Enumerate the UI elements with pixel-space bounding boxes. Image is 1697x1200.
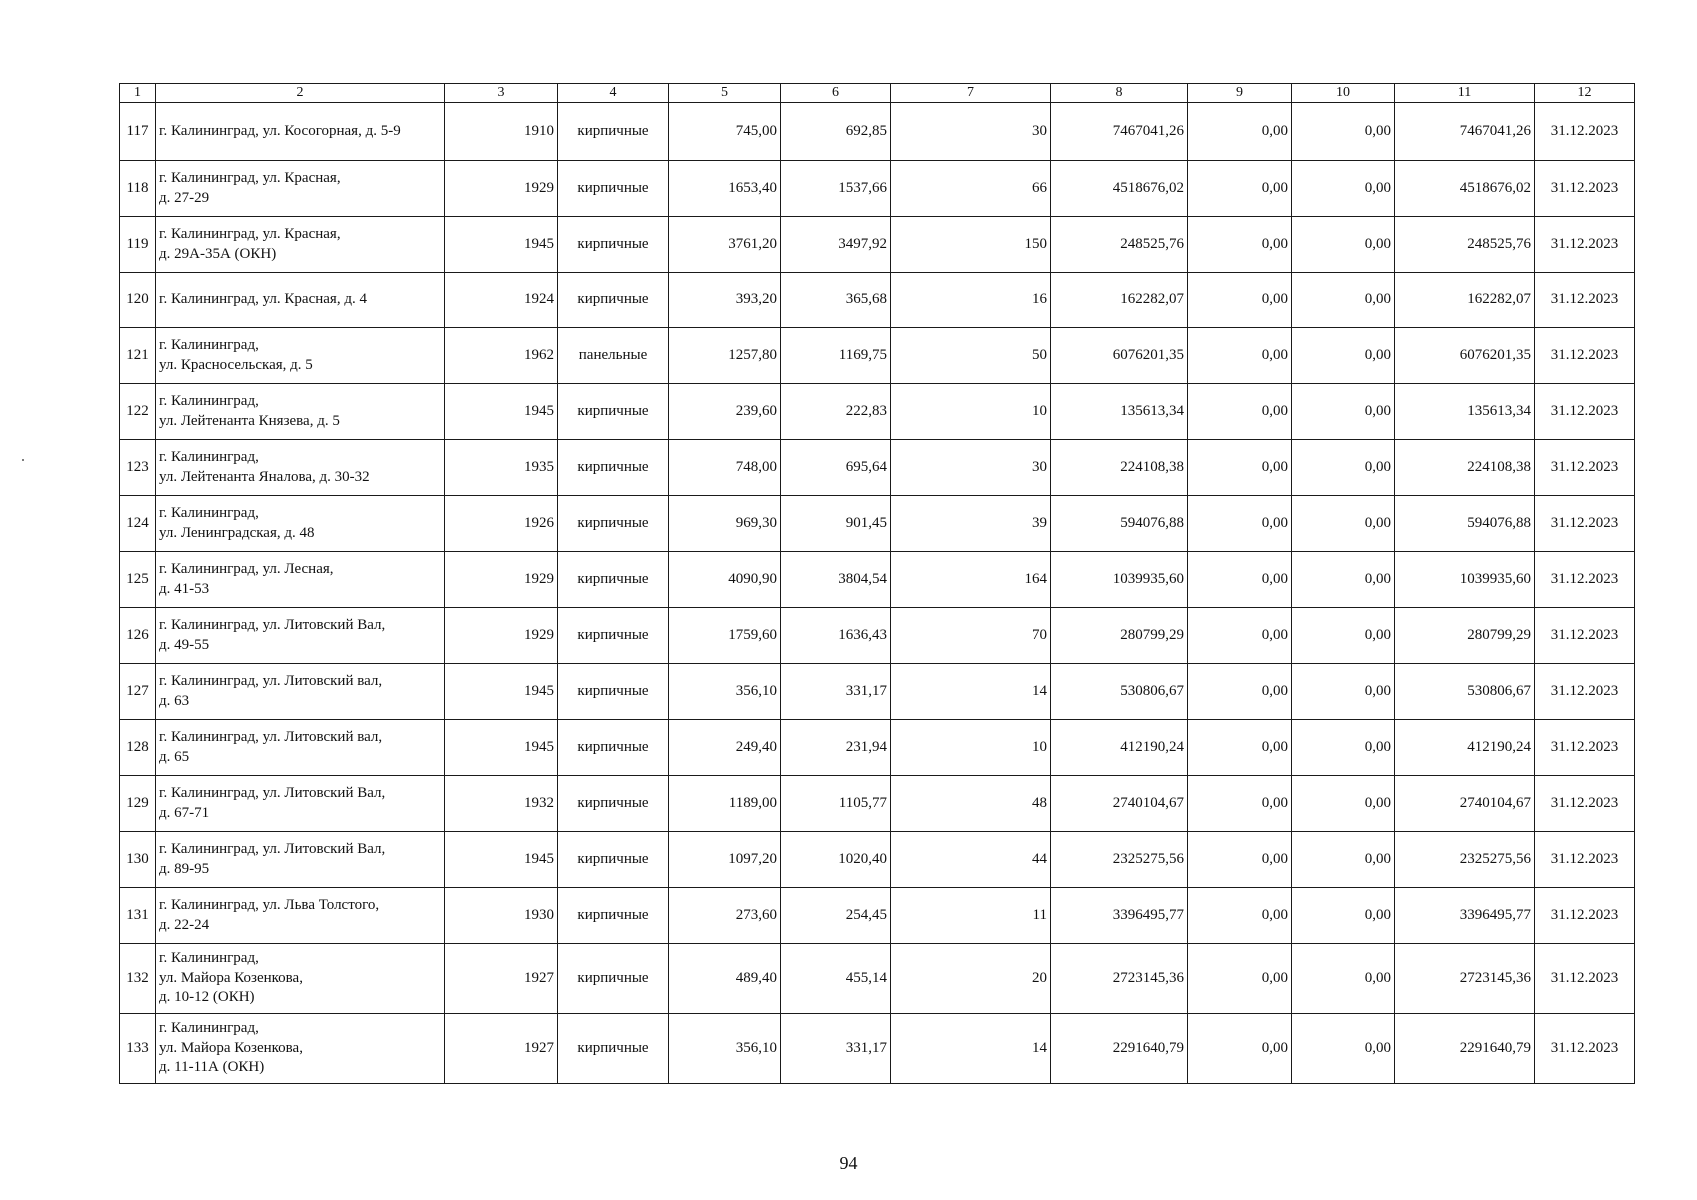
cell-address [156,888,445,944]
cell-address [156,440,445,496]
address-line: д. 11-11А (ОКН) [159,1059,265,1076]
cell-date: 31.12.2023 [1535,552,1635,608]
cell-col-10: 0,00 [1292,720,1395,776]
address-line: г. Калининград, ул. Красная, [159,170,341,186]
cell-row-number: 124 [120,496,156,552]
cell-col-7: 20 [891,944,1051,1014]
cell-col-8: 280799,29 [1051,608,1188,664]
cell-col-6: 1020,40 [781,832,891,888]
cell-col-5: 3761,20 [669,217,781,273]
cell-col-11: 2325275,56 [1395,832,1535,888]
cell-col-9: 0,00 [1188,496,1292,552]
column-number: 8 [1051,84,1188,103]
cell-row-number: 127 [120,664,156,720]
cell-col-11: 280799,29 [1395,608,1535,664]
cell-col-8: 530806,67 [1051,664,1188,720]
cell-wall-material: панельные [558,328,669,384]
cell-col-6: 1636,43 [781,608,891,664]
address-line: д. 22-24 [159,916,210,933]
cell-col-5: 1189,00 [669,776,781,832]
address-line: г. Калининград, [159,1020,259,1037]
cell-col-6: 222,83 [781,384,891,440]
cell-address [156,384,445,440]
cell-wall-material: кирпичные [558,608,669,664]
table-row [120,720,1635,776]
cell-col-6: 1105,77 [781,776,891,832]
cell-wall-material: кирпичные [558,161,669,217]
cell-col-8: 412190,24 [1051,720,1188,776]
table-row [120,1014,1635,1084]
address-line: д. 41-53 [159,580,210,597]
cell-col-7: 11 [891,888,1051,944]
cell-col-11: 2291640,79 [1395,1014,1535,1084]
cell-wall-material: кирпичные [558,217,669,273]
cell-col-5: 356,10 [669,1014,781,1084]
cell-col-11: 248525,76 [1395,217,1535,273]
cell-col-8: 2291640,79 [1051,1014,1188,1084]
cell-date: 31.12.2023 [1535,944,1635,1014]
cell-row-number: 126 [120,608,156,664]
cell-col-10: 0,00 [1292,161,1395,217]
cell-col-6: 231,94 [781,720,891,776]
cell-wall-material: кирпичные [558,496,669,552]
cell-col-9: 0,00 [1188,832,1292,888]
page-number: 94 [839,1153,858,1173]
table-row [120,273,1635,328]
table-row [120,103,1635,161]
cell-col-8: 6076201,35 [1051,328,1188,384]
cell-year: 1927 [445,944,558,1014]
cell-col-8: 4518676,02 [1051,161,1188,217]
column-number: 9 [1188,84,1292,103]
cell-wall-material: кирпичные [558,888,669,944]
cell-year: 1962 [445,328,558,384]
address-line: г. Калининград, [159,393,259,409]
cell-col-8: 594076,88 [1051,496,1188,552]
cell-col-5: 745,00 [669,103,781,161]
cell-row-number: 132 [120,944,156,1014]
cell-col-7: 10 [891,720,1051,776]
table-row [120,664,1635,720]
cell-col-6: 455,14 [781,944,891,1014]
cell-col-10: 0,00 [1292,552,1395,608]
address-line: г. Калининград, ул. Красная, [159,226,341,242]
cell-col-8: 7467041,26 [1051,103,1188,161]
cell-col-9: 0,00 [1188,273,1292,328]
cell-col-7: 14 [891,1014,1051,1084]
cell-col-8: 2740104,67 [1051,776,1188,832]
cell-year: 1945 [445,664,558,720]
cell-row-number: 120 [120,273,156,328]
cell-col-5: 249,40 [669,720,781,776]
cell-col-5: 1653,40 [669,161,781,217]
table-row [120,328,1635,384]
cell-year: 1924 [445,273,558,328]
cell-year: 1910 [445,103,558,161]
cell-address [156,776,445,832]
table-row [120,832,1635,888]
cell-col-10: 0,00 [1292,608,1395,664]
address-line: д. 29А-35А (ОКН) [159,245,277,262]
cell-wall-material: кирпичные [558,832,669,888]
cell-date: 31.12.2023 [1535,273,1635,328]
cell-col-11: 6076201,35 [1395,328,1535,384]
address-line: г. Калининград, ул. Лесная, [159,561,334,577]
cell-date: 31.12.2023 [1535,217,1635,273]
column-number: 6 [781,84,891,103]
cell-address [156,328,445,384]
cell-col-6: 695,64 [781,440,891,496]
address-line: д. 65 [159,748,190,765]
cell-date: 31.12.2023 [1535,720,1635,776]
cell-year: 1927 [445,1014,558,1084]
cell-col-6: 901,45 [781,496,891,552]
cell-col-10: 0,00 [1292,103,1395,161]
cell-address [156,103,445,161]
cell-wall-material: кирпичные [558,776,669,832]
table-row [120,440,1635,496]
address-line: г. Калининград, ул. Литовский Вал, [159,785,386,801]
address-line: ул. Лейтенанта Князева, д. 5 [159,412,340,429]
cell-row-number: 133 [120,1014,156,1084]
cell-col-7: 14 [891,664,1051,720]
cell-col-9: 0,00 [1188,217,1292,273]
cell-date: 31.12.2023 [1535,496,1635,552]
cell-col-7: 150 [891,217,1051,273]
cell-col-9: 0,00 [1188,608,1292,664]
cell-wall-material: кирпичные [558,440,669,496]
cell-col-9: 0,00 [1188,161,1292,217]
cell-col-9: 0,00 [1188,720,1292,776]
cell-col-6: 331,17 [781,1014,891,1084]
cell-col-10: 0,00 [1292,776,1395,832]
address-line: г. Калининград, [159,950,259,967]
cell-row-number: 129 [120,776,156,832]
cell-date: 31.12.2023 [1535,608,1635,664]
address-line: г. Калининград, [159,505,259,521]
table-row [120,217,1635,273]
cell-col-11: 224108,38 [1395,440,1535,496]
cell-col-10: 0,00 [1292,384,1395,440]
column-number: 1 [120,84,156,103]
cell-col-9: 0,00 [1188,664,1292,720]
cell-col-10: 0,00 [1292,832,1395,888]
cell-col-9: 0,00 [1188,384,1292,440]
table-body [120,103,1635,1084]
cell-date: 31.12.2023 [1535,888,1635,944]
cell-col-5: 1097,20 [669,832,781,888]
cell-col-6: 692,85 [781,103,891,161]
cell-col-5: 748,00 [669,440,781,496]
cell-col-11: 530806,67 [1395,664,1535,720]
address-line: ул. Майора Козенкова, [159,969,303,986]
cell-col-7: 16 [891,273,1051,328]
address-line: г. Калининград, ул. Льва Толстого, [159,897,380,913]
cell-col-9: 0,00 [1188,1014,1292,1084]
cell-col-8: 135613,34 [1051,384,1188,440]
table-row [120,776,1635,832]
cell-col-7: 164 [891,552,1051,608]
cell-address [156,832,445,888]
cell-col-5: 4090,90 [669,552,781,608]
cell-col-6: 365,68 [781,273,891,328]
cell-date: 31.12.2023 [1535,440,1635,496]
address-line: д. 49-55 [159,636,210,653]
cell-col-5: 1759,60 [669,608,781,664]
cell-col-7: 50 [891,328,1051,384]
housing-table [119,83,1635,1084]
cell-col-10: 0,00 [1292,1014,1395,1084]
cell-address [156,496,445,552]
cell-col-10: 0,00 [1292,664,1395,720]
scan-speck [22,459,24,461]
cell-col-6: 331,17 [781,664,891,720]
cell-col-9: 0,00 [1188,776,1292,832]
cell-address [156,552,445,608]
address-line: д. 10-12 (ОКН) [159,989,255,1006]
cell-col-11: 3396495,77 [1395,888,1535,944]
cell-year: 1945 [445,832,558,888]
column-number-row [120,84,1635,103]
column-number: 3 [445,84,558,103]
cell-col-11: 4518676,02 [1395,161,1535,217]
cell-col-8: 162282,07 [1051,273,1188,328]
cell-col-10: 0,00 [1292,496,1395,552]
cell-col-8: 1039935,60 [1051,552,1188,608]
table-row [120,496,1635,552]
cell-col-6: 3804,54 [781,552,891,608]
address-line: г. Калининград, ул. Литовский вал, [159,729,383,745]
cell-row-number: 130 [120,832,156,888]
cell-col-9: 0,00 [1188,552,1292,608]
cell-date: 31.12.2023 [1535,1014,1635,1084]
cell-date: 31.12.2023 [1535,664,1635,720]
cell-col-10: 0,00 [1292,944,1395,1014]
address-line: д. 27-29 [159,189,210,206]
cell-col-7: 44 [891,832,1051,888]
address-line: д. 89-95 [159,860,210,877]
column-number: 2 [156,84,445,103]
address-line: г. Калининград, ул. Литовский вал, [159,673,383,689]
table-row [120,888,1635,944]
cell-date: 31.12.2023 [1535,103,1635,161]
cell-col-7: 10 [891,384,1051,440]
cell-row-number: 117 [120,103,156,161]
cell-col-5: 356,10 [669,664,781,720]
cell-col-8: 224108,38 [1051,440,1188,496]
cell-col-6: 1537,66 [781,161,891,217]
cell-col-11: 2723145,36 [1395,944,1535,1014]
address-line: г. Калининград, [159,449,259,465]
cell-row-number: 119 [120,217,156,273]
cell-address [156,1014,445,1084]
cell-address [156,664,445,720]
cell-row-number: 128 [120,720,156,776]
table-row [120,608,1635,664]
cell-col-5: 489,40 [669,944,781,1014]
cell-col-11: 594076,88 [1395,496,1535,552]
cell-row-number: 131 [120,888,156,944]
cell-col-9: 0,00 [1188,944,1292,1014]
cell-col-8: 248525,76 [1051,217,1188,273]
cell-row-number: 121 [120,328,156,384]
cell-col-8: 3396495,77 [1051,888,1188,944]
column-number: 4 [558,84,669,103]
cell-col-9: 0,00 [1188,328,1292,384]
cell-date: 31.12.2023 [1535,161,1635,217]
cell-col-10: 0,00 [1292,273,1395,328]
cell-year: 1930 [445,888,558,944]
address-line: г. Калининград, ул. Красная, д. 4 [159,291,367,308]
cell-row-number: 123 [120,440,156,496]
cell-row-number: 118 [120,161,156,217]
address-line: г. Калининград, ул. Литовский Вал, [159,841,386,857]
cell-col-10: 0,00 [1292,328,1395,384]
address-line: г. Калининград, [159,337,259,353]
column-number: 11 [1395,84,1535,103]
cell-col-11: 412190,24 [1395,720,1535,776]
cell-address [156,161,445,217]
cell-year: 1945 [445,217,558,273]
table-row [120,161,1635,217]
cell-year: 1929 [445,552,558,608]
cell-col-5: 273,60 [669,888,781,944]
cell-col-6: 1169,75 [781,328,891,384]
cell-col-6: 254,45 [781,888,891,944]
cell-date: 31.12.2023 [1535,328,1635,384]
cell-col-7: 70 [891,608,1051,664]
cell-year: 1935 [445,440,558,496]
cell-address [156,720,445,776]
cell-col-7: 39 [891,496,1051,552]
cell-col-5: 239,60 [669,384,781,440]
cell-row-number: 125 [120,552,156,608]
column-number: 10 [1292,84,1395,103]
table-row [120,384,1635,440]
column-number: 5 [669,84,781,103]
column-number: 7 [891,84,1051,103]
cell-col-9: 0,00 [1188,888,1292,944]
cell-col-7: 30 [891,103,1051,161]
cell-col-7: 66 [891,161,1051,217]
cell-wall-material: кирпичные [558,384,669,440]
cell-col-10: 0,00 [1292,217,1395,273]
cell-address [156,217,445,273]
cell-col-11: 1039935,60 [1395,552,1535,608]
cell-col-7: 48 [891,776,1051,832]
cell-wall-material: кирпичные [558,552,669,608]
cell-address [156,944,445,1014]
table-row [120,944,1635,1014]
cell-wall-material: кирпичные [558,664,669,720]
cell-wall-material: кирпичные [558,720,669,776]
cell-col-10: 0,00 [1292,440,1395,496]
cell-year: 1929 [445,161,558,217]
cell-col-10: 0,00 [1292,888,1395,944]
cell-col-8: 2723145,36 [1051,944,1188,1014]
cell-row-number: 122 [120,384,156,440]
address-line: д. 67-71 [159,804,210,821]
cell-date: 31.12.2023 [1535,384,1635,440]
address-line: ул. Лейтенанта Яналова, д. 30-32 [159,468,370,485]
address-line: г. Калининград, ул. Литовский Вал, [159,617,386,633]
address-line: ул. Красносельская, д. 5 [159,356,313,373]
cell-col-7: 30 [891,440,1051,496]
cell-col-5: 393,20 [669,273,781,328]
cell-col-11: 135613,34 [1395,384,1535,440]
cell-col-9: 0,00 [1188,440,1292,496]
cell-col-11: 7467041,26 [1395,103,1535,161]
cell-wall-material: кирпичные [558,273,669,328]
cell-wall-material: кирпичные [558,944,669,1014]
address-line: ул. Ленинградская, д. 48 [159,524,315,541]
address-line: г. Калининград, ул. Косогорная, д. 5-9 [159,122,401,139]
address-line: д. 63 [159,692,190,709]
address-line: ул. Майора Козенкова, [159,1039,303,1056]
cell-address [156,273,445,328]
table-row [120,552,1635,608]
cell-year: 1932 [445,776,558,832]
cell-date: 31.12.2023 [1535,832,1635,888]
cell-year: 1929 [445,608,558,664]
cell-date: 31.12.2023 [1535,776,1635,832]
cell-col-8: 2325275,56 [1051,832,1188,888]
cell-col-5: 969,30 [669,496,781,552]
cell-wall-material: кирпичные [558,1014,669,1084]
cell-col-11: 2740104,67 [1395,776,1535,832]
cell-wall-material: кирпичные [558,103,669,161]
cell-col-6: 3497,92 [781,217,891,273]
cell-col-5: 1257,80 [669,328,781,384]
cell-year: 1945 [445,384,558,440]
cell-col-9: 0,00 [1188,103,1292,161]
column-number: 12 [1535,84,1635,103]
cell-year: 1945 [445,720,558,776]
cell-col-11: 162282,07 [1395,273,1535,328]
cell-year: 1926 [445,496,558,552]
cell-address [156,608,445,664]
